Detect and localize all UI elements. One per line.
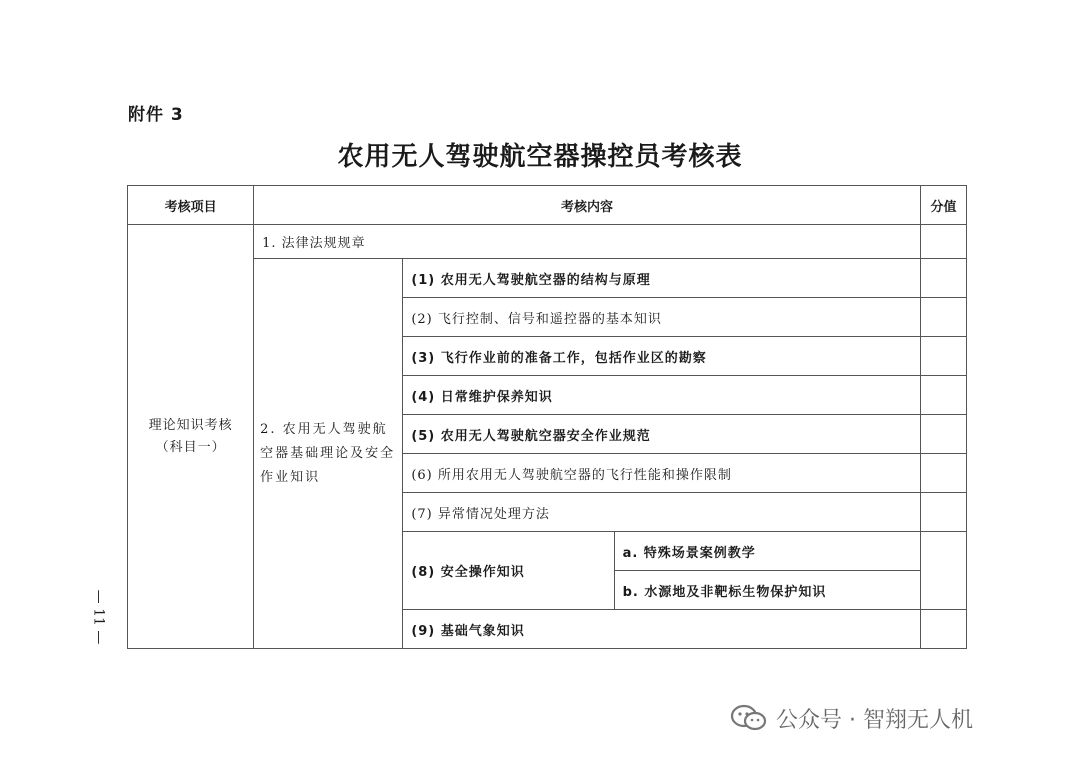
subitem-6: (6) 所用农用无人驾驶航空器的飞行性能和操作限制 xyxy=(403,454,921,493)
table-header-row xyxy=(128,186,967,225)
header-score: 分值 xyxy=(920,186,966,225)
score-cell xyxy=(920,225,966,259)
subitem-7: (7) 异常情况处理方法 xyxy=(403,493,921,532)
subitem-5: (5) 农用无人驾驶航空器安全作业规范 xyxy=(403,415,921,454)
page-title: 农用无人驾驶航空器操控员考核表 xyxy=(337,142,743,172)
page-number: — 11 — xyxy=(90,589,106,645)
score-cell xyxy=(920,259,966,298)
subject-name: 理论知识考核 xyxy=(148,417,233,433)
item-basic-theory: 2. 农用无人驾驶航空器基础理论及安全作业知识 xyxy=(254,259,403,649)
subject-code: （科目一） xyxy=(155,439,226,455)
watermark-text: 公众号 · 智翔无人机 xyxy=(776,707,973,733)
score-cell xyxy=(920,532,966,610)
score-cell xyxy=(920,415,966,454)
watermark xyxy=(730,702,973,734)
score-cell xyxy=(920,298,966,337)
subitem-2: (2) 飞行控制、信号和遥控器的基本知识 xyxy=(403,298,921,337)
header-content: 考核内容 xyxy=(254,186,921,225)
subitem-4: (4) 日常维护保养知识 xyxy=(403,376,921,415)
score-cell xyxy=(920,376,966,415)
safety-sub-b: b. 水源地及非靶标生物保护知识 xyxy=(614,571,920,610)
subject-cell xyxy=(128,225,254,649)
subitem-3: (3) 飞行作业前的准备工作，包括作业区的勘察 xyxy=(403,337,921,376)
safety-sub-a: a. 特殊场景案例教学 xyxy=(614,532,920,571)
score-cell xyxy=(920,454,966,493)
assessment-table xyxy=(127,185,967,649)
attachment-label: 附件 3 xyxy=(128,105,184,125)
item-law: 1. 法律法规规章 xyxy=(254,225,921,259)
wechat-icon xyxy=(730,703,768,733)
subitem-8: (8) 安全操作知识 xyxy=(403,532,614,610)
header-item: 考核项目 xyxy=(128,186,254,225)
table-row xyxy=(128,259,967,298)
table-row xyxy=(128,225,967,259)
score-cell xyxy=(920,337,966,376)
subitem-1: (1) 农用无人驾驶航空器的结构与原理 xyxy=(403,259,921,298)
score-cell xyxy=(920,610,966,649)
subitem-9: (9) 基础气象知识 xyxy=(403,610,921,649)
score-cell xyxy=(920,493,966,532)
